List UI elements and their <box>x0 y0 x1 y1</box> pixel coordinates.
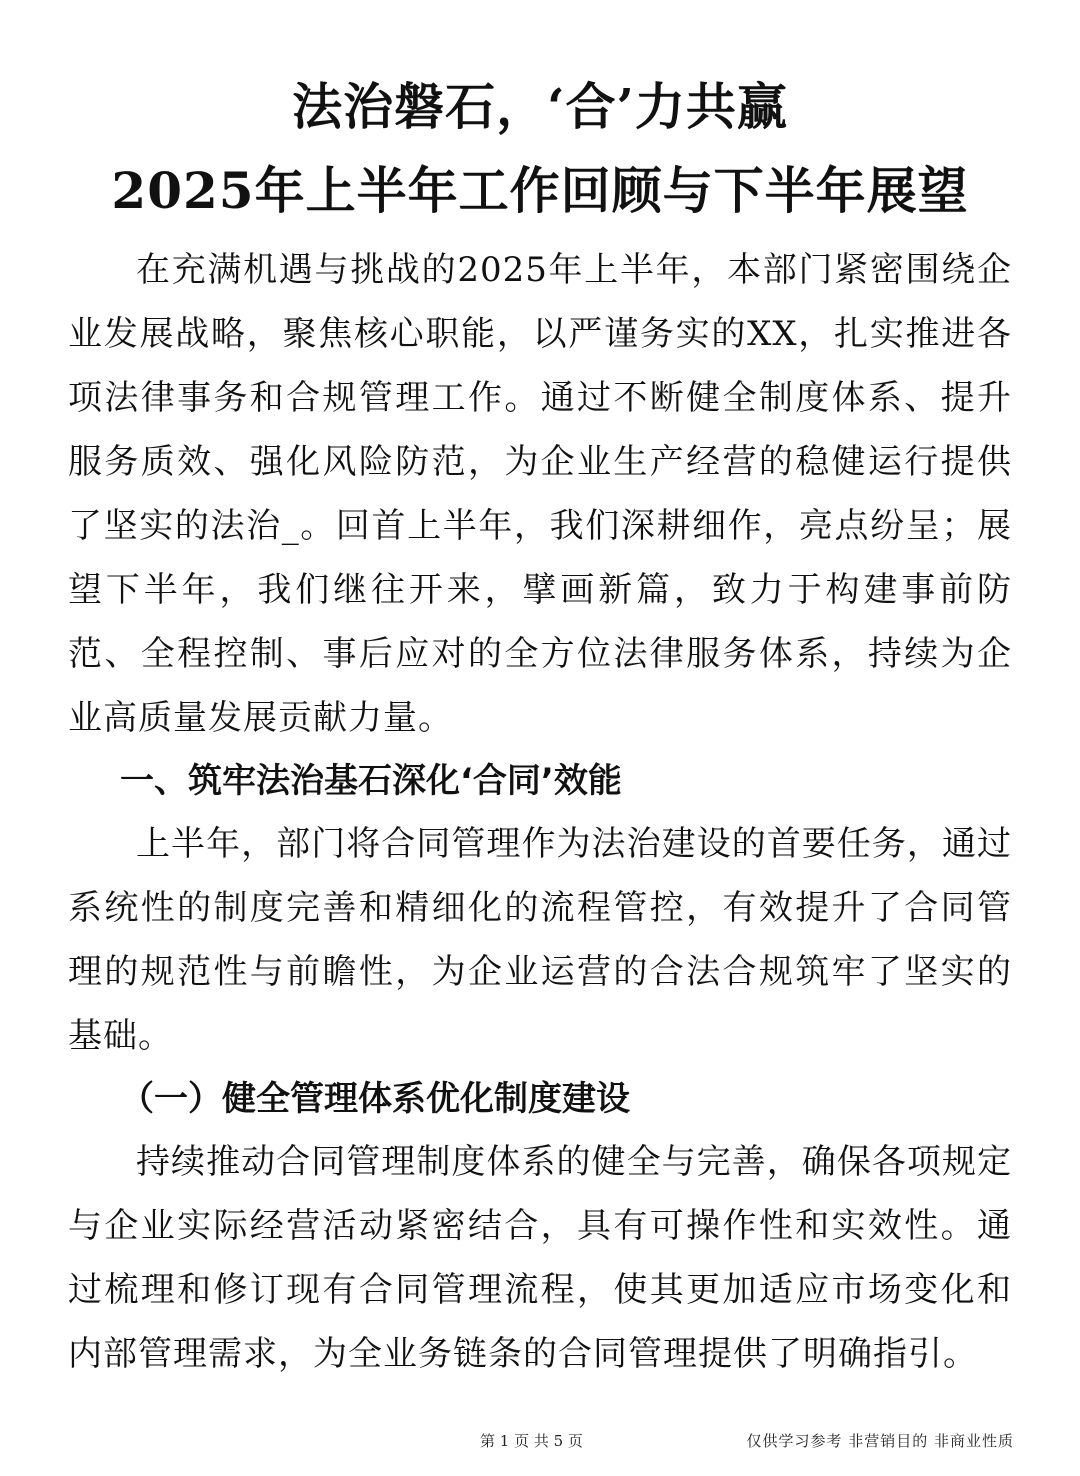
footer-note: 仅供学习参考 非营销目的 非商业性质 <box>746 1432 1014 1450</box>
section-1-heading: 一、筑牢法治基石深化‘合同’效能 <box>120 761 622 801</box>
document-title-line-2: 2025年上半年工作回顾与下半年展望 <box>111 161 969 220</box>
section-1-paragraph: 上半年，部门将合同管理作为法治建设的首要任务，通过系统性的制度完善和精细化的流程管控，有效提升了合同管理的规范性与前瞻性，为企业运营的合法合规筑牢了坚实的基础。 <box>68 824 1012 1056</box>
document-title-line-1: 法治磐石，‘合’力共赢 <box>292 77 788 136</box>
intro-paragraph: 在充满机遇与挑战的2025年上半年，本部门紧密围绕企业发展战略，聚焦核心职能，以严谨务实的XX，扎实推进各项法律事务和合规管理工作。通过不断健全制度体系、提升服务质效、强化风险防范，为企业生产经营的稳健运行提供了坚实的法治_。回首上半年，我们深耕细作，亮点纷呈；展望下半年，我们继往开来，擘画新篇，致力于构建事前防范、全程控制、事后应对的全方位法律服务体系，持续为企业高质量发展贡献力量。 <box>68 250 1012 738</box>
page-indicator: 第 1 页 共 5 页 <box>480 1432 583 1450</box>
subsection-1-heading: （一）健全管理体系优化制度建设 <box>120 1079 630 1119</box>
subsection-1-paragraph: 持续推动合同管理制度体系的健全与完善，确保各项规定与企业实际经营活动紧密结合，具有可操作性和实效性。通过梳理和修订现有合同管理流程，使其更加适应市场变化和内部管理需求，为全业务链条的合同管理提供了明确指引。 <box>68 1142 1012 1374</box>
